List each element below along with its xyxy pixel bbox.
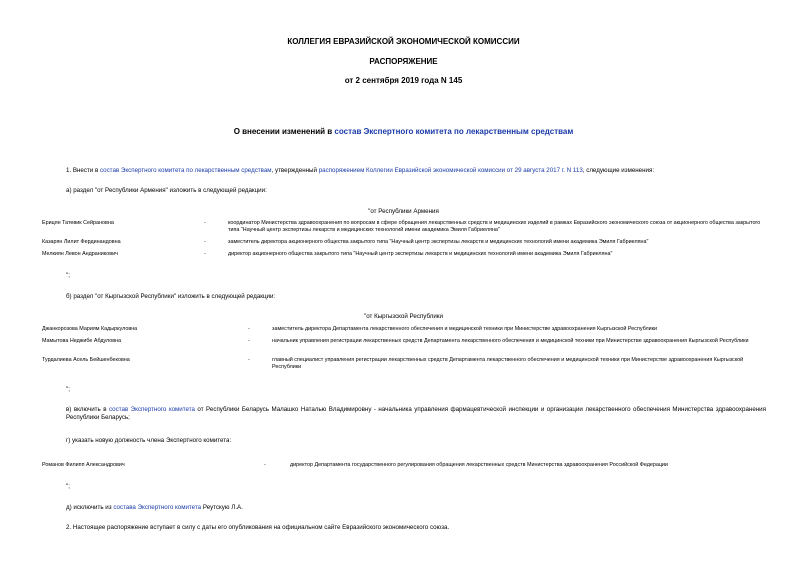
section-d [66, 504, 243, 512]
section-d-suffix: Реутскую Л.А. [201, 504, 243, 511]
item-2: 2. Настоящее распоряжение вступает в силу с даты его опубликования на официальном сайте Евразийского экономического союза. [66, 524, 450, 531]
date-number-heading: от 2 сентября 2019 года N 145 [344, 76, 463, 85]
section-b-row-1-name: Джанкорозова Мариям Кадыркуловна [42, 326, 138, 332]
section-b-intro: б) раздел "от Кыргызской Республики" изложить в следующей редакции: [66, 293, 276, 300]
section-d-prefix: д) исключить из [66, 504, 114, 511]
section-b-row-3-desc: главный специалист управления регистрации лекарственных средств Департамента лекарственного обеспечения и медицинской техники при Министерстве здравоохранения Кыргызской Республики [272, 357, 744, 370]
section-a-row-3-desc: директор акционерного общества закрытого типа "Научный центр экспертизы лекарств и медицинских технологий имени академика Эмиля Габриеляна" [228, 251, 613, 257]
decision-link[interactable]: распоряжением Коллегии Евразийской экономической комиссии от 29 августа 2017 г. N 113 [318, 167, 583, 174]
section-v-prefix: в) включить в [66, 406, 109, 413]
doc-type-heading: РАСПОРЯЖЕНИЕ [369, 57, 438, 66]
section-a-heading: "от Республики Армения [368, 208, 439, 215]
section-v [66, 406, 766, 421]
section-b-row-1-dash: - [248, 326, 250, 332]
item-1-prefix: 1. Внести в [66, 167, 100, 174]
section-g-intro: г) указать новую должность члена Экспертного комитета: [66, 437, 232, 444]
section-g-row-dash: - [264, 462, 266, 468]
section-b-row-3-dash: - [248, 357, 250, 363]
section-d-committee-link[interactable]: состава Экспертного комитета [113, 504, 202, 511]
org-heading: КОЛЛЕГИЯ ЕВРАЗИЙСКОЙ ЭКОНОМИЧЕСКОЙ КОМИССИИ [287, 37, 520, 46]
section-b-row-2-name: Мамытова Неджибе Абдуловна [42, 338, 122, 344]
section-a-row-1-desc: координатор Министерства здравоохранения по вопросам в сфере обращения лекарственных средств и медицинских изделий в рамках Евразийского экономического союза от акционерного общества закрытого типа "Научный центр экспертизы лекарств и медицинских технологий имени академика Эмиля Габриеляна" [228, 220, 761, 233]
section-b-row-2-desc: начальник управления регистрации лекарственных средств Департамента лекарственного обеспечения и медицинской техники при Министерстве здравоохранения Кыргызской Республики [272, 338, 749, 344]
section-a-row-3-dash: - [204, 251, 206, 257]
section-b-close: "; [66, 386, 70, 393]
item-1-middle: , утвержденный [271, 167, 319, 174]
section-a-row-2-name: Казарян Лилит Фердинандовна [42, 239, 121, 245]
section-a-row-2-dash: - [204, 239, 206, 245]
section-a-row-2-desc: заместитель директора акционерного общества закрытого типа "Научный центр экспертизы лекарств и медицинских технологий имени академика Эмиля Габриеляна" [228, 239, 649, 245]
item-1 [66, 167, 654, 175]
section-a-close: "; [66, 272, 70, 279]
item-1-suffix: , следующие изменения: [582, 167, 655, 174]
title-prefix: О внесении изменений в [233, 127, 335, 136]
section-v-suffix: от Республики Беларусь Малашко Наталью Владимировну - начальника управления фармацевтической инспекции и организации лекарственного обеспечения Министерства здравоохранения Республики Беларусь; [66, 406, 766, 421]
section-a-row-1-dash: - [204, 220, 206, 226]
section-a-row-3-name: Мелкиян Левон Андраникович [42, 251, 118, 257]
section-a-intro: а) раздел "от Республики Армения" изложить в следующей редакции: [66, 187, 267, 194]
section-b-heading: "от Кыргызской Республики [364, 313, 443, 320]
section-g-row-desc: директор Департамента государственного регулирования обращения лекарственных средств Министерства здравоохранения Российской Федерации [290, 462, 668, 468]
section-b-row-2-dash: - [248, 338, 250, 344]
document-title [0, 127, 807, 136]
title-link[interactable]: состав Экспертного комитета по лекарственным средствам [334, 127, 574, 136]
section-g-row-name: Романов Филипп Александрович [42, 462, 125, 468]
committee-composition-link[interactable]: состав Экспертного комитета по лекарственным средствам [99, 167, 272, 174]
section-b-row-1-desc: заместитель директора Департамента лекарственного обеспечения и медицинской техники при Министерстве здравоохранения Кыргызской Республики [272, 326, 658, 332]
section-b-row-3-name: Турдалиева Асель Бейшенбековна [42, 357, 130, 363]
section-g-close: "; [66, 483, 70, 490]
section-v-committee-link[interactable]: состав Экспертного комитета [109, 406, 195, 413]
section-a-row-1-name: Ерицян Татевик Сейрановна [42, 220, 114, 226]
